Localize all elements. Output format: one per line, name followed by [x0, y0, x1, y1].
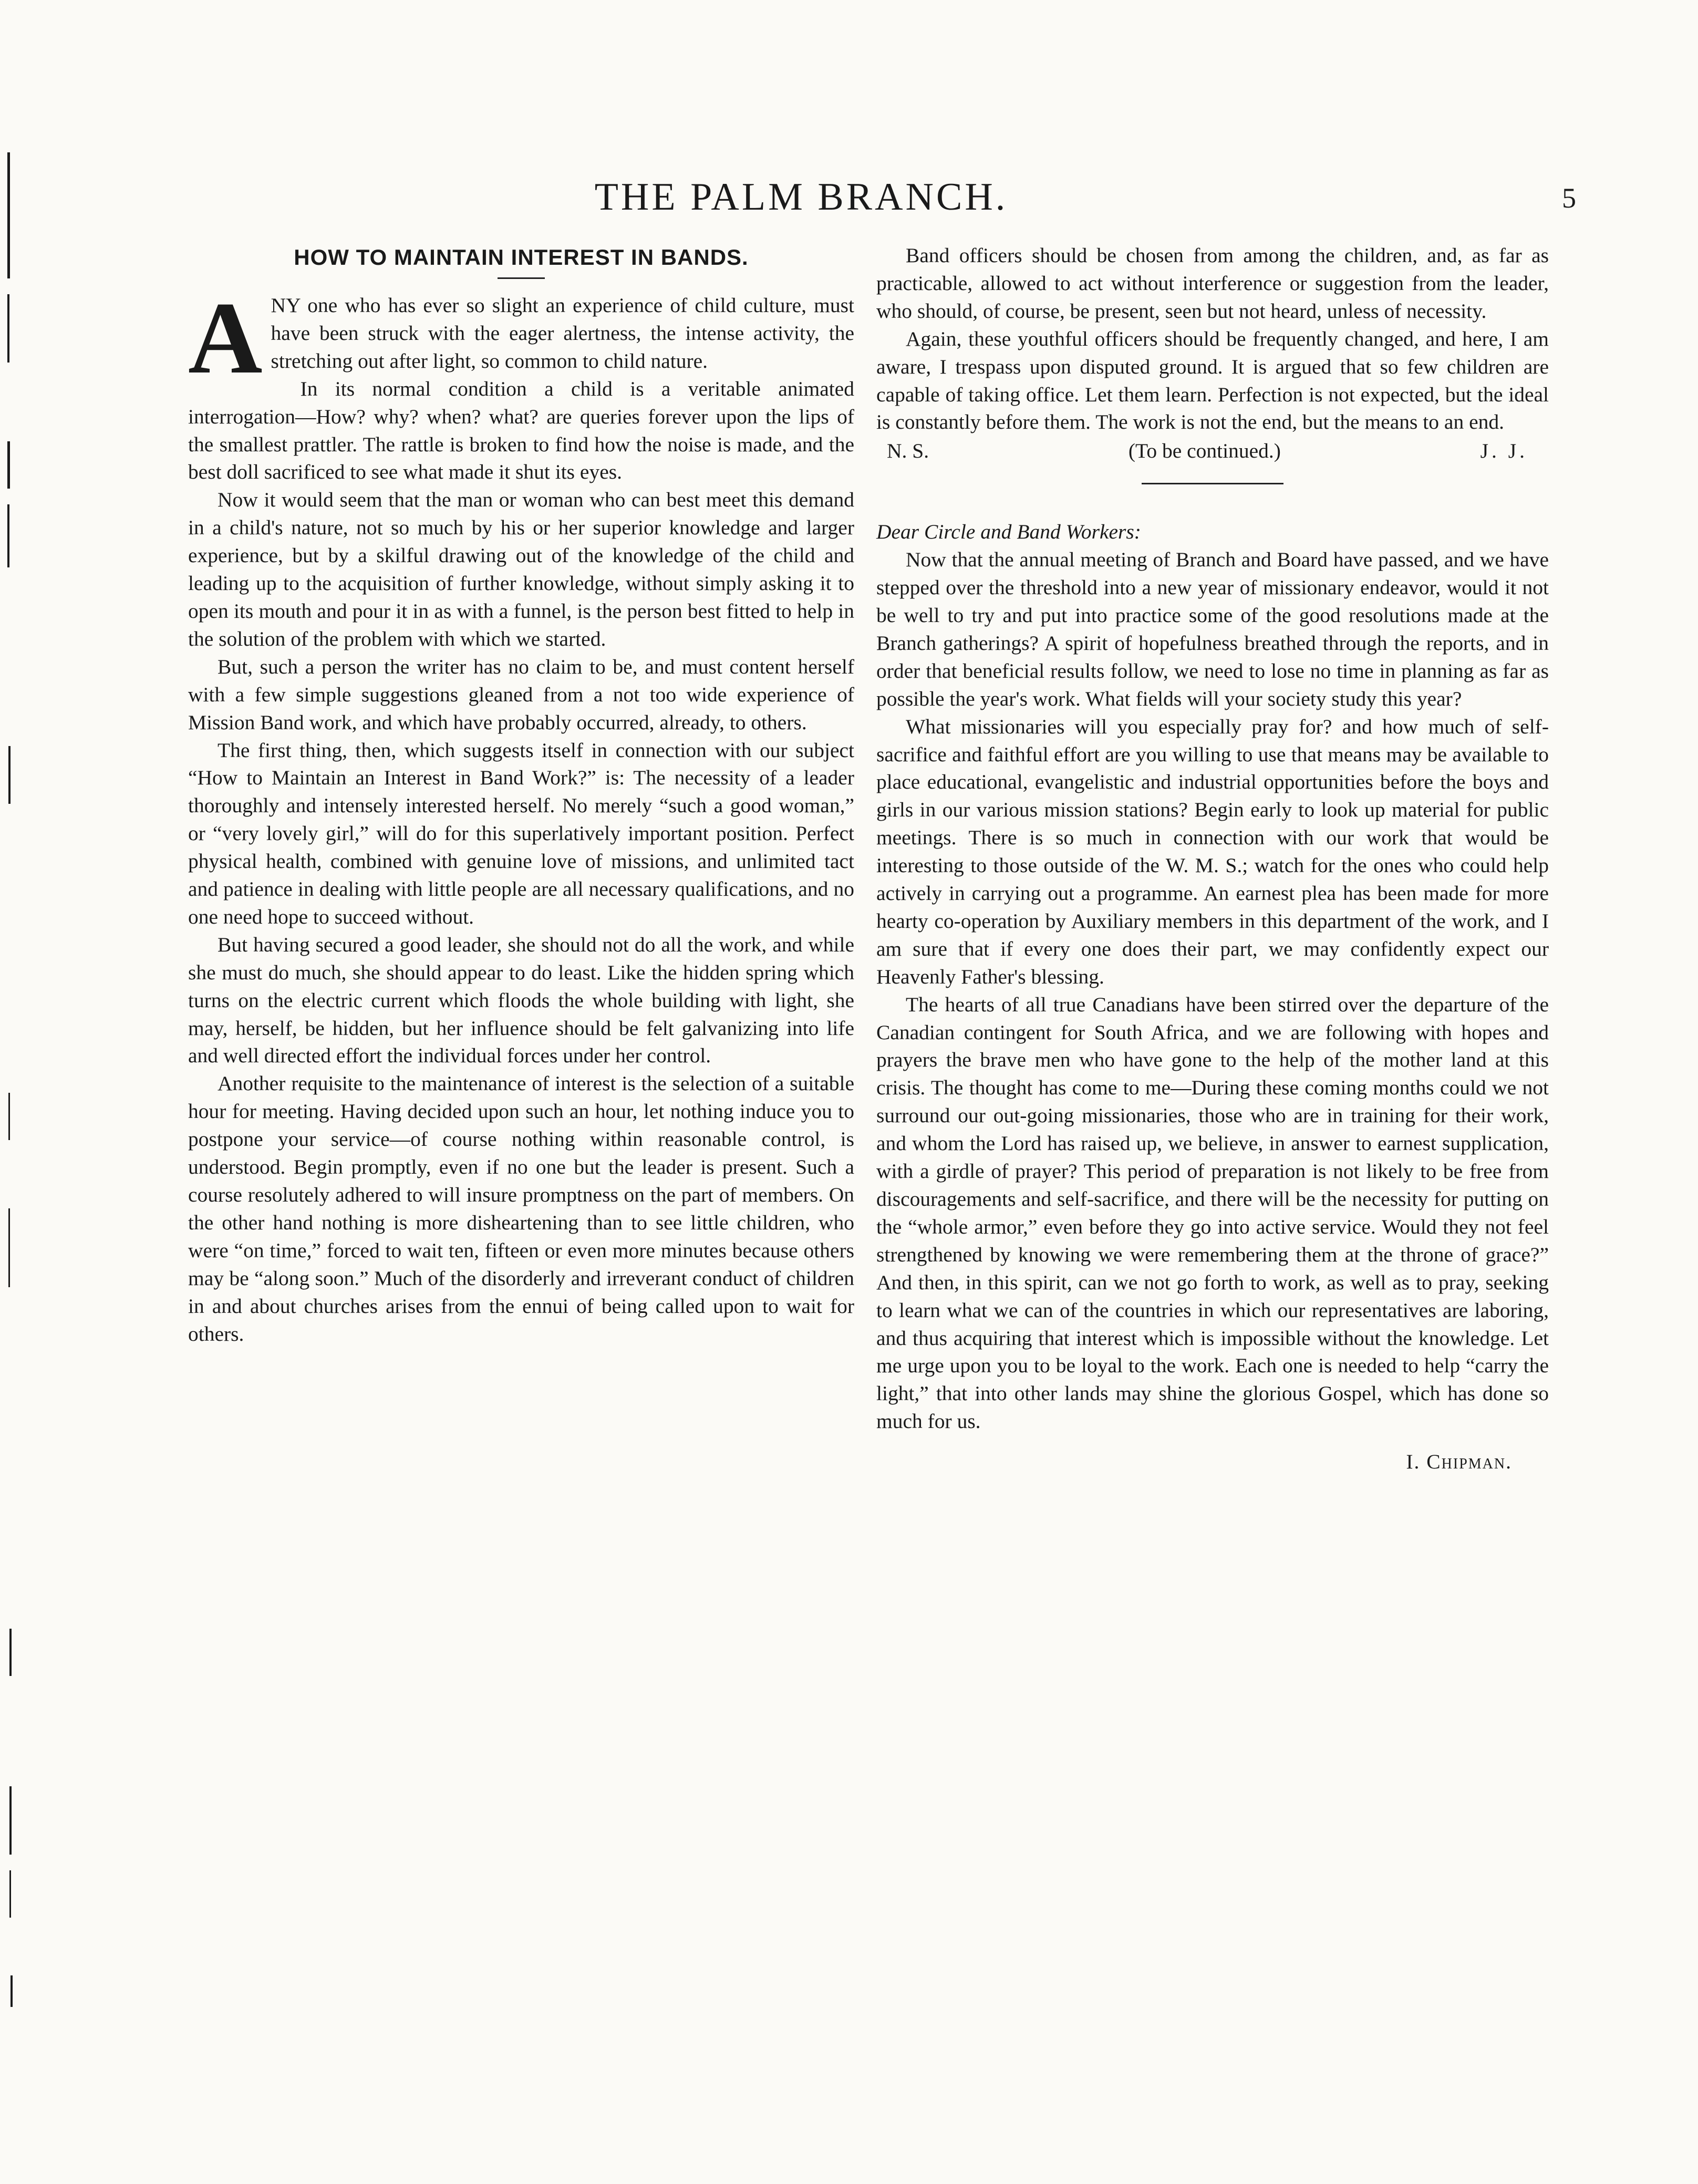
- binding-mark: [8, 1208, 10, 1287]
- article-paragraph: Again, these youthful officers should be frequently changed, and here, I am aware, I trespass upon disputed ground. It is argued that so few children are capable of taking office. Let them learn. Perfection is not expected, but the ideal is constantly before them. The work is not the end, but the means to an end.: [876, 327, 1549, 434]
- page-number: 5: [1562, 182, 1576, 214]
- article-title: HOW TO MAINTAIN INTEREST IN BANDS.: [294, 245, 749, 270]
- paragraph-text: NY one who has ever so slight an experience of child culture, must have been struck with the eager alertness, the intense activity, the stretching out after light, so common to child nature.: [271, 294, 854, 372]
- binding-mark: [8, 746, 11, 804]
- binding-mark: [7, 152, 10, 278]
- binding-mark: [9, 1786, 12, 1855]
- title-rule: [498, 277, 545, 279]
- letter-paragraph: What missionaries will you especially pray for? and how much of self-sacrifice and faithful effort are you willing to use that means may be available to place educational, evangelistic and industrial opportunities before the boys and girls in our various mission stations? Begin early to look up material for public meetings. There is so much in connection with our work that would be interesting to those outside of the W. M. S.; watch for the ones who could help actively in carrying out a programme. An earnest plea has been made for more hearty co-operation by Auxiliary members in this department of the work, and I am sure that if every one does their part, we may confidently expect our Heavenly Father's blessing.: [876, 715, 1549, 988]
- article-paragraph: [188, 281, 854, 395]
- masthead-title: THE PALM BRANCH.: [594, 175, 1008, 219]
- letter-paragraph: Now that the annual meeting of Branch and Board have passed, and we have stepped over the threshold into a new year of missionary endeavor, would it not be well to try and put into practice some of the good resolutions made at the Branch gatherings? A spirit of hopefulness breathed through the reports, and in order that beneficial results follow, we need to lose no time in planning as far as possible the year's work. What fields will your society study this year?: [876, 548, 1549, 710]
- article-signoff: [876, 437, 1549, 465]
- continued-note: (To be continued.): [1128, 439, 1281, 463]
- article-paragraph: But, such a person the writer has no claim to be, and must content herself with a few simple suggestions gleaned from a not too wide experience of Mission Band work, and which have probably occurred, already, to others.: [188, 655, 854, 734]
- article-paragraph: The first thing, then, which suggests itself in connection with our subject “How to Maintain an Interest in Band Work?” is: The necessity of a leader thoroughly and intensely interested herself. No merely “such a good woman,” or “very lovely girl,” will do for this superlatively important position. Perfect physical health, combined with genuine love of missions, and unlimited tact and patience in dealing with little people are all necessary qualifications, and no one need hope to succeed without.: [188, 738, 854, 928]
- article-paragraph: In its normal condition a child is a veritable animated interrogation—How? why? when? what? are queries forever upon the lips of the smallest prattler. The rattle is broken to find how the noise is made, and the best doll sacrificed to see what made it shut its eyes.: [188, 377, 854, 484]
- drop-cap: A: [188, 281, 263, 395]
- right-column: [876, 242, 1549, 1476]
- binding-mark: [9, 1629, 12, 1676]
- binding-mark: [11, 1975, 13, 2007]
- article-paragraph: Now it would seem that the man or woman who can best meet this demand in a child's nature, not so much by his or her superior knowledge and larger experience, but by a skilful drawing out of the knowledge of the child and leading up to the acquisition of further knowledge, without simply asking it to open its mouth and pour it in as with a funnel, is the person best fitted to help in the solution of the problem with which we started.: [188, 488, 854, 650]
- article-paragraph: Another requisite to the maintenance of interest is the selection of a suitable hour for meeting. Having decided upon such an hour, let nothing induce you to postpone your service—of course nothing within reasonable control, is understood. Begin promptly, even if no one but the leader is present. Such a course resolutely adhered to will insure promptness on the part of members. On the other hand nothing is more disheartening than to see little children, who were “on time,” forced to wait ten, fifteen or even more minutes because others may be “along soon.” Much of the disorderly and irreverant conduct of children in and about churches arises from the ennui of being called upon to wait for others.: [188, 1072, 854, 1345]
- signoff-initials-left: N. S.: [887, 439, 929, 463]
- section-divider: [1142, 483, 1283, 484]
- article-paragraph: But having secured a good leader, she should not do all the work, and while she must do much, she should appear to do least. Like the hidden spring which turns on the electric current which floods the whole building with light, she may, herself, be hidden, but her influence should be felt galvanizing into life and well directed effort the individual forces under her control.: [188, 933, 854, 1068]
- article-paragraph: Band officers should be chosen from among the children, and, as far as practicable, allowed to act without interference or suggestion from the leader, who should, of course, be present, seen but not heard, unless of necessity.: [876, 244, 1549, 323]
- binding-mark: [7, 504, 9, 567]
- binding-mark: [7, 441, 10, 489]
- left-column: [188, 242, 854, 1348]
- letter-paragraph: The hearts of all true Canadians have been stirred over the departure of the Canadian contingent for South Africa, and we are following with hopes and prayers the brave men who have gone to the help of the mother land at this crisis. The thought has come to me—During these coming months could we not surround our out-going missionaries, those who are in training for their work, and whom the Lord has raised up, we believe, in answer to earnest supplication, with a girdle of prayer? This period of preparation is not likely to be free from discouragements and self-sacrifice, and there will be the necessity for putting on the “whole armor,” even before they go into active service. Would they not feel strengthened by knowing we were remembering them at the throne of grace?” And then, in this spirit, can we not go forth to work, as well as to pray, seeking to learn what we can of the countries in which our representatives are laboring, and thus acquiring that interest which is impossible without the knowledge. Let me urge upon you to be loyal to the work. Each one is needed to help “carry the light,” that into other lands may shine the glorious Gospel, which has done so much for us.: [876, 992, 1549, 1433]
- binding-mark: [7, 294, 9, 363]
- letter-salutation: Dear Circle and Band Workers:: [876, 520, 1141, 544]
- binding-mark: [8, 1093, 10, 1140]
- binding-mark: [9, 1870, 11, 1918]
- letter-signature: I. Chipman.: [1406, 1450, 1512, 1474]
- signoff-initials-right: J. J.: [1480, 439, 1528, 463]
